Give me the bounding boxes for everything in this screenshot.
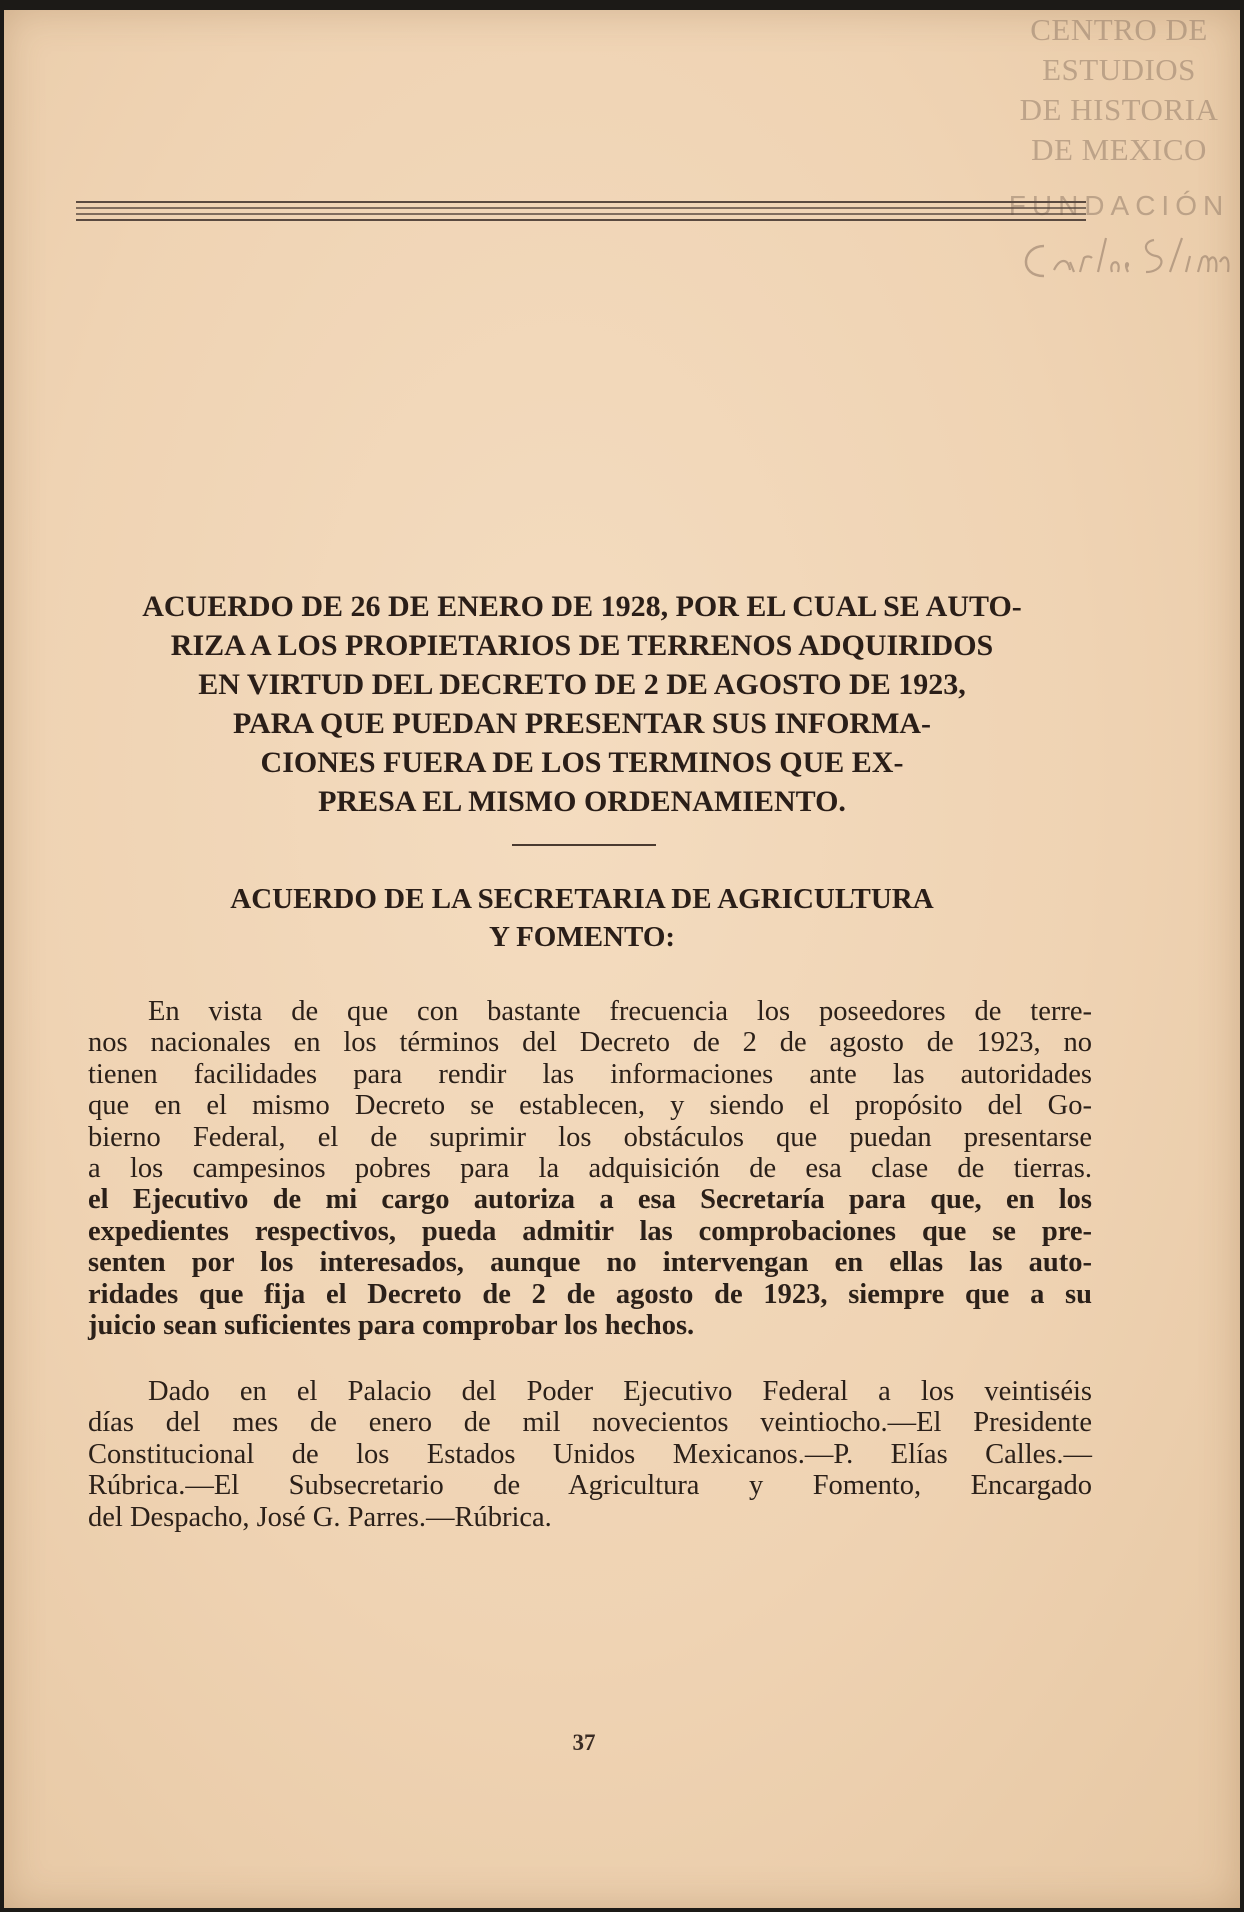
- paragraph-line: a los campesinos pobres para la adquisición de esa clase de tierras.: [88, 1153, 1092, 1185]
- paragraph-line: juicio sean suficientes para comprobar los hechos.: [88, 1310, 695, 1342]
- title-line: PARA QUE PUEDAN PRESENTAR SUS INFORMA-: [232, 707, 932, 740]
- paragraph-decree: [88, 996, 1092, 1341]
- paragraph-line: expedientes respectivos, pueda admitir las comprobaciones que se pre-: [88, 1215, 1092, 1247]
- watermark-fundacion: FUNDACIÓN: [1008, 190, 1230, 221]
- paragraph-line: del Despacho, José G. Parres.—Rúbrica.: [88, 1501, 552, 1533]
- watermark-line: ESTUDIOS: [1042, 52, 1196, 87]
- paragraph-line: tienen facilidades para rendir las informaciones ante las autoridades: [88, 1058, 1092, 1090]
- paragraph-line: ridades que fija el Decreto de 2 de agosto de 1923, siempre que a su: [88, 1278, 1092, 1310]
- page-number: 37: [572, 1730, 596, 1755]
- section-heading: [82, 880, 1082, 956]
- paragraph-line: el Ejecutivo de mi cargo autoriza a esa Secretaría para que, en los: [88, 1184, 1092, 1216]
- document-page: [4, 10, 1240, 1908]
- paragraph-line: que en el mismo Decreto se establecen, y siendo el propósito del Go-: [88, 1090, 1092, 1122]
- paragraph-line: nos nacionales en los términos del Decreto de 2 de agosto de 1923, no: [88, 1027, 1092, 1059]
- watermark-line: DE HISTORIA: [1019, 92, 1219, 127]
- title-line: PRESA EL MISMO ORDENAMIENTO.: [318, 785, 846, 818]
- paragraph-line: Rúbrica.—El Subsecretario de Agricultura y Fomento, Encargado: [88, 1470, 1092, 1502]
- decorative-rules: [76, 200, 1086, 224]
- title-line: CIONES FUERA DE LOS TERMINOS QUE EX-: [260, 746, 904, 779]
- paragraph-line: En vista de que con bastante frecuencia los poseedores de terre-: [148, 996, 1092, 1027]
- document-title: [82, 587, 1082, 821]
- paragraph-signatures: [88, 1376, 1092, 1533]
- watermark-line: CENTRO DE: [1030, 12, 1208, 47]
- paragraph-line: senten por los interesados, aunque no intervengan en ellas las auto-: [88, 1247, 1092, 1279]
- paragraph-line: Constitucional de los Estados Unidos Mexicanos.—P. Elías Calles.—: [88, 1438, 1092, 1470]
- paragraph-line: bierno Federal, el de suprimir los obstáculos que puedan presentarse: [88, 1121, 1092, 1153]
- heading-line: Y FOMENTO:: [488, 921, 676, 953]
- watermark: [999, 10, 1239, 293]
- title-line: ACUERDO DE 26 DE ENERO DE 1928, POR EL CUAL SE AUTO-: [142, 590, 1022, 623]
- title-line: EN VIRTUD DEL DECRETO DE 2 DE AGOSTO DE 1923,: [198, 668, 966, 701]
- section-divider: [512, 844, 656, 846]
- watermark-line: DE MEXICO: [1031, 132, 1207, 167]
- paragraph-line: Dado en el Palacio del Poder Ejecutivo Federal a los veintiséis: [148, 1376, 1092, 1407]
- title-line: RIZA A LOS PROPIETARIOS DE TERRENOS ADQUIRIDOS: [170, 629, 994, 662]
- heading-line: ACUERDO DE LA SECRETARIA DE AGRICULTURA: [230, 883, 934, 915]
- watermark-signature-icon: [1009, 232, 1239, 293]
- paragraph-line: días del mes de enero de mil novecientos veintiocho.—El Presidente: [88, 1407, 1092, 1439]
